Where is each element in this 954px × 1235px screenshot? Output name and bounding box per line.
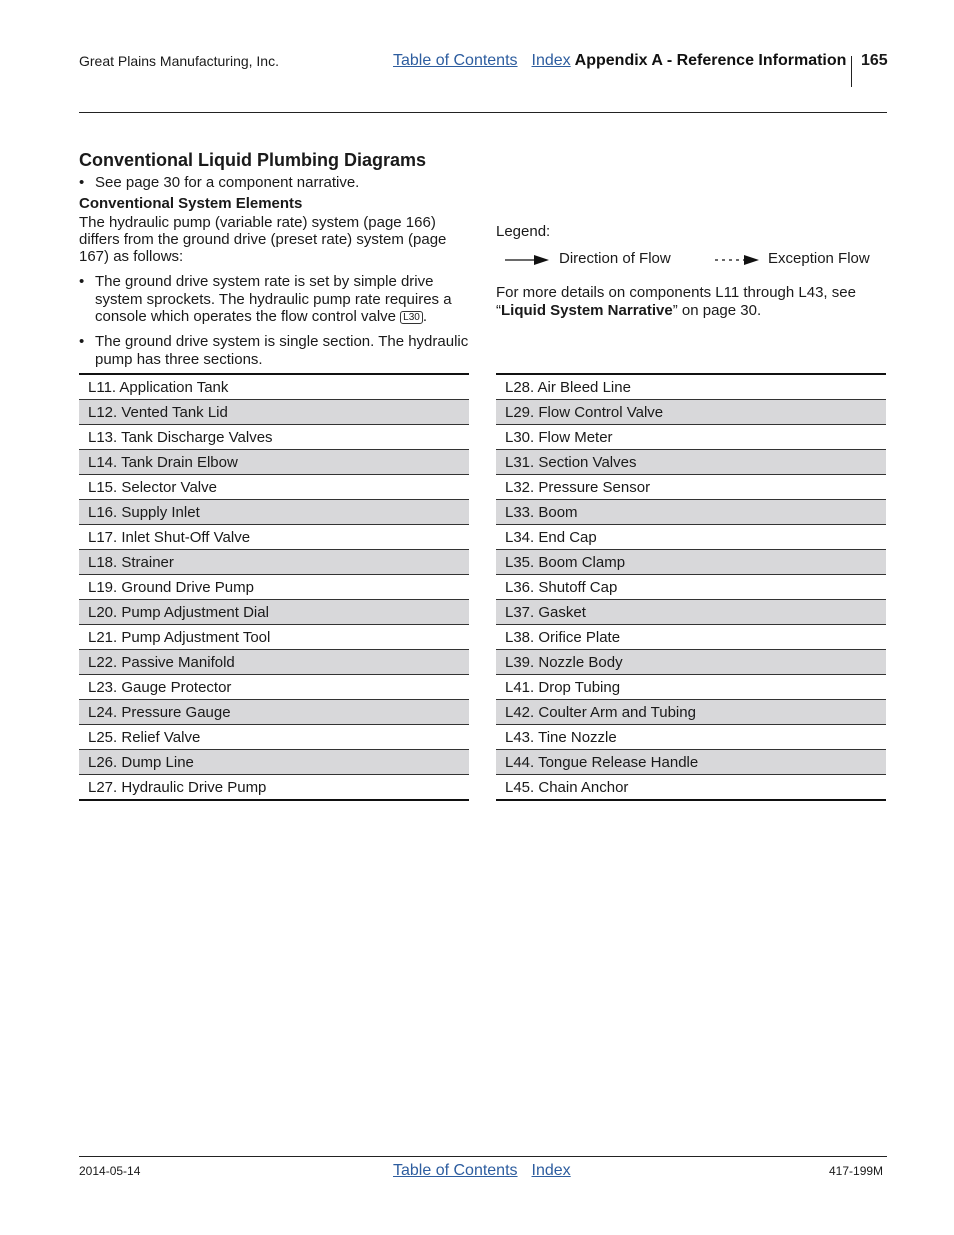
table-row	[79, 750, 469, 775]
part-cell: L16. Supply Inlet	[79, 500, 469, 525]
table-row	[79, 700, 469, 725]
header-section-title: Appendix A - Reference Information	[574, 52, 847, 69]
company-name: Great Plains Manufacturing, Inc.	[79, 53, 279, 69]
part-cell: L28. Air Bleed Line	[496, 374, 886, 400]
table-row	[496, 675, 886, 700]
part-cell: L27. Hydraulic Drive Pump	[88, 778, 267, 796]
legend-flow-label: Direction of Flow	[559, 250, 671, 267]
part-cell: L14. Tank Drain Elbow	[79, 450, 469, 475]
part-cell: L30. Flow Meter	[496, 425, 886, 450]
header-nav	[393, 52, 846, 70]
bullet-rate-text	[95, 273, 475, 326]
table-row	[496, 750, 886, 775]
table-row	[79, 600, 469, 625]
solid-arrow-icon	[504, 254, 550, 266]
details-link-text: Liquid System Narrative	[501, 301, 673, 319]
footer-index-link[interactable]: Index	[531, 1162, 571, 1179]
bullet-rate-end: .	[422, 308, 428, 325]
header-divider	[851, 56, 852, 87]
table-row	[496, 575, 886, 600]
table-row	[496, 425, 886, 450]
part-cell: L37. Gasket	[496, 600, 886, 625]
footer-doc-number: 417-199M	[829, 1164, 884, 1178]
bullet-sections-text: The ground drive system is single section. The hydraulic pump has three sections.	[95, 333, 469, 368]
table-row	[79, 775, 469, 801]
table-row	[496, 475, 886, 500]
footer-date: 2014-05-14	[79, 1164, 141, 1178]
table-row	[79, 675, 469, 700]
part-cell: L15. Selector Valve	[79, 475, 469, 500]
table-row	[79, 374, 469, 400]
legend-details	[496, 284, 886, 319]
bullet-dot: •	[79, 273, 85, 290]
part-cell: L25. Relief Valve	[79, 725, 469, 750]
part-cell: L42. Coulter Arm and Tubing	[496, 700, 886, 725]
intro-paragraph: The hydraulic pump (variable rate) system (page 166) differs from the ground drive (preset rate) system (page 167) as follows:	[79, 214, 447, 265]
header-index-link[interactable]: Index	[531, 52, 571, 69]
part-cell: L19. Ground Drive Pump	[79, 575, 469, 600]
table-row	[79, 625, 469, 650]
table-row	[79, 575, 469, 600]
part-cell: L32. Pressure Sensor	[496, 475, 886, 500]
table-row	[496, 550, 886, 575]
callout-l30: L30	[400, 311, 423, 324]
details-pre: For more details on components L11 through L43, see “	[496, 284, 856, 319]
dashed-arrow-icon	[714, 254, 760, 266]
part-cell: L43. Tine Nozzle	[496, 725, 886, 750]
table-row	[79, 475, 469, 500]
part-cell: L31. Section Valves	[496, 450, 886, 475]
part-cell: L39. Nozzle Body	[496, 650, 886, 675]
page-number: 165	[861, 52, 888, 69]
subheading: Conventional System Elements	[79, 195, 303, 212]
part-cell: L21. Pump Adjustment Tool	[79, 625, 469, 650]
part-cell: L26. Dump Line	[79, 750, 469, 775]
bullet-dot: •	[79, 174, 85, 191]
part-cell: L45. Chain Anchor	[505, 778, 629, 796]
table-row	[496, 625, 886, 650]
table-row	[79, 425, 469, 450]
part-cell: L24. Pressure Gauge	[79, 700, 469, 725]
table-row	[496, 450, 886, 475]
table-row	[496, 600, 886, 625]
legend-title: Legend:	[496, 223, 551, 240]
footer-toc-link[interactable]: Table of Contents	[393, 1162, 518, 1179]
part-cell: L18. Strainer	[79, 550, 469, 575]
footer-rule	[79, 1156, 887, 1157]
part-cell: L12. Vented Tank Lid	[79, 400, 469, 425]
table-row	[496, 700, 886, 725]
header-toc-link[interactable]: Table of Contents	[393, 52, 518, 69]
part-cell: L41. Drop Tubing	[496, 675, 886, 700]
table-row	[496, 725, 886, 750]
table-row	[496, 500, 886, 525]
part-cell: L11. Application Tank	[79, 374, 469, 400]
intro-bullet-text: See page 30 for a component narrative.	[95, 174, 360, 191]
details-post: ” on page 30.	[672, 301, 762, 319]
part-cell: L36. Shutoff Cap	[496, 575, 886, 600]
part-cell: L33. Boom	[496, 500, 886, 525]
part-cell: L23. Gauge Protector	[79, 675, 469, 700]
table-row	[496, 525, 886, 550]
part-cell: L13. Tank Discharge Valves	[79, 425, 469, 450]
parts-table-right	[496, 373, 886, 801]
table-row	[496, 374, 886, 400]
legend-exception-label: Exception Flow	[768, 250, 870, 267]
part-cell: L22. Passive Manifold	[79, 650, 469, 675]
header-rule	[79, 112, 887, 113]
bullet-rate-body: The ground drive system rate is set by simple drive system sprockets. The hydraulic pump rate requires a console which operates the flow control valve	[95, 273, 452, 325]
table-row	[496, 650, 886, 675]
page-title: Conventional Liquid Plumbing Diagrams	[79, 150, 427, 170]
table-row	[79, 450, 469, 475]
table-row	[496, 400, 886, 425]
bullet-dot: •	[79, 333, 85, 350]
part-cell: L35. Boom Clamp	[496, 550, 886, 575]
table-row	[79, 400, 469, 425]
part-cell: L20. Pump Adjustment Dial	[79, 600, 469, 625]
table-row	[79, 525, 469, 550]
part-cell: L44. Tongue Release Handle	[496, 750, 886, 775]
legend-row	[504, 250, 887, 270]
table-row	[79, 500, 469, 525]
parts-table-left	[79, 373, 469, 801]
part-cell: L29. Flow Control Valve	[496, 400, 886, 425]
table-row	[79, 650, 469, 675]
table-row	[79, 550, 469, 575]
table-row	[79, 725, 469, 750]
table-row	[496, 775, 886, 801]
part-cell: L17. Inlet Shut-Off Valve	[79, 525, 469, 550]
part-cell: L34. End Cap	[496, 525, 886, 550]
part-cell: L38. Orifice Plate	[496, 625, 886, 650]
footer-nav	[393, 1162, 571, 1180]
